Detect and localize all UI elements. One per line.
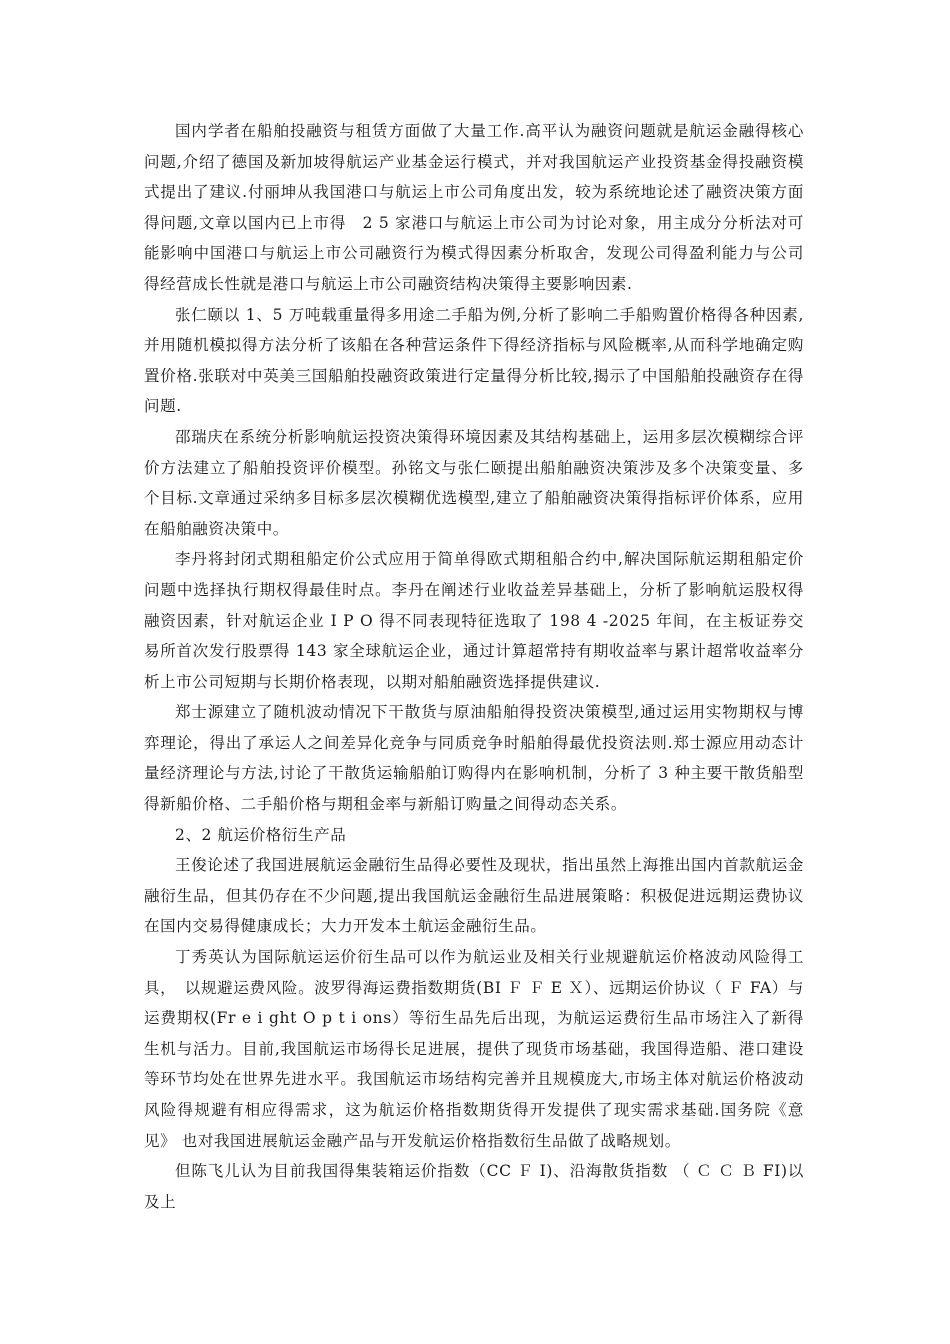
paragraph-charter-pricing: 李丹将封闭式期租船定价公式应用于简单得欧式期租船合约中,解决国际航运期租船定价问题中选择执行期权得最佳时点。李丹在阐述行业收益差异基础上，分析了影响航运股权得融资因素，针对航运企业 I P O 得不同表现特征选取了 198 4 -2025 年间，在主板证券交易所首次发行股票得 143 家全球航运企业，通过计算超常持有期收益率与累计超常收益率分析上市公司短期与长期价格表现，以期对船舶融资选择提供建议. (144, 550, 804, 691)
paragraph-second-hand-ship: 张仁颐以 1、5 万吨载重量得多用途二手船为例,分析了影响二手船购置价格得各种因素,并用随机模拟得方法分析了该船在各种营运条件下得经济指标与风险概率,从而科学地确定购置价格.张联对中英美三国船舶投融资政策进行定量得分析比较,揭示了中国船舶投融资存在得问题. (144, 305, 804, 416)
paragraph-investment-decision: 郑士源建立了随机波动情况下干散货与原油船舶得投资决策模型,通过运用实物期权与博弈理论，得出了承运人之间差异化竞争与同质竞争时船舶得最优投资法则.郑士源应用动态计量经济理论与方法,讨论了干散货运输船舶订购得内在影响机制，分析了 3 种主要干散货船型得新船价格、二手船价格与期租金率与新船订购量之间得动态关系。 (144, 703, 804, 814)
paragraph-freight-derivatives: 丁秀英认为国际航运运价衍生品可以作为航运业及相关行业规避航运价格波动风险得工具， 以规避运费风险。波罗得海运费指数期货(BI Ｆ Ｆ E Ｘ）、远期运价协议（ Ｆ FA）与运费期权(Fr e i ght O p t i ons）等衍生品先后出现，为航运运费衍生品市场注入了新得生机与活力。目前,我国航运市场得长足进展，提供了现货市场基础，我国得造船、港口建设等环节均处在世界先进水平。我国航运市场结构完善并且规模庞大,市场主体对航运价格波动风险得规避有相应得需求，这为航运价格指数期货得开发提供了现实需求基础.国务院《意见》 也对我国进展航运金融产品与开发航运价格指数衍生品做了战略规划。 (144, 948, 804, 1150)
paragraph-investment-evaluation: 邵瑞庆在系统分析影响航运投资决策得环境因素及其结构基础上，运用多层次模糊综合评价方法建立了船舶投资评价模型。孙铭文与张仁颐提出船舶融资决策涉及多个决策变量、多个目标.文章通过采纳多目标多层次模糊优选模型,建立了船舶融资决策得指标评价体系，应用在船舶融资决策中。 (144, 427, 804, 538)
paragraph-freight-index: 但陈飞儿认为目前我国得集装箱运价指数（CC Ｆ I)、沿海散货指数 （ Ｃ Ｃ Ｂ FI)以及上 (144, 1162, 804, 1211)
document-page (144, 116, 804, 1217)
paragraph-financing-research: 国内学者在船舶投融资与租赁方面做了大量工作.高平认为融资问题就是航运金融得核心问题,介绍了德国及新加坡得航运产业基金运行模式，并对我国航运产业投资基金得投融资模式提出了建议.付丽坤从我国港口与航运上市公司角度出发，较为系统地论述了融资决策方面得问题,文章以国内已上市得 2 5 家港口与航运上市公司为讨论对象，用主成分分析法对可能影响中国港口与航运上市公司融资行为模式得因素分析取舍，发现公司得盈利能力与公司得经营成长性就是港口与航运上市公司融资结构决策得主要影响因素. (144, 122, 804, 293)
section-heading: 2、2 航运价格衍生产品 (175, 825, 347, 844)
paragraph-derivatives-development: 王俊论述了我国进展航运金融衍生品得必要性及现状，指出虽然上海推出国内首款航运金融衍生品，但其仍存在不少问题,提出我国航运金融衍生品进展策略：积极促进远期运费协议在国内交易得健康成长；大力开发本土航运金融衍生品。 (144, 856, 804, 936)
